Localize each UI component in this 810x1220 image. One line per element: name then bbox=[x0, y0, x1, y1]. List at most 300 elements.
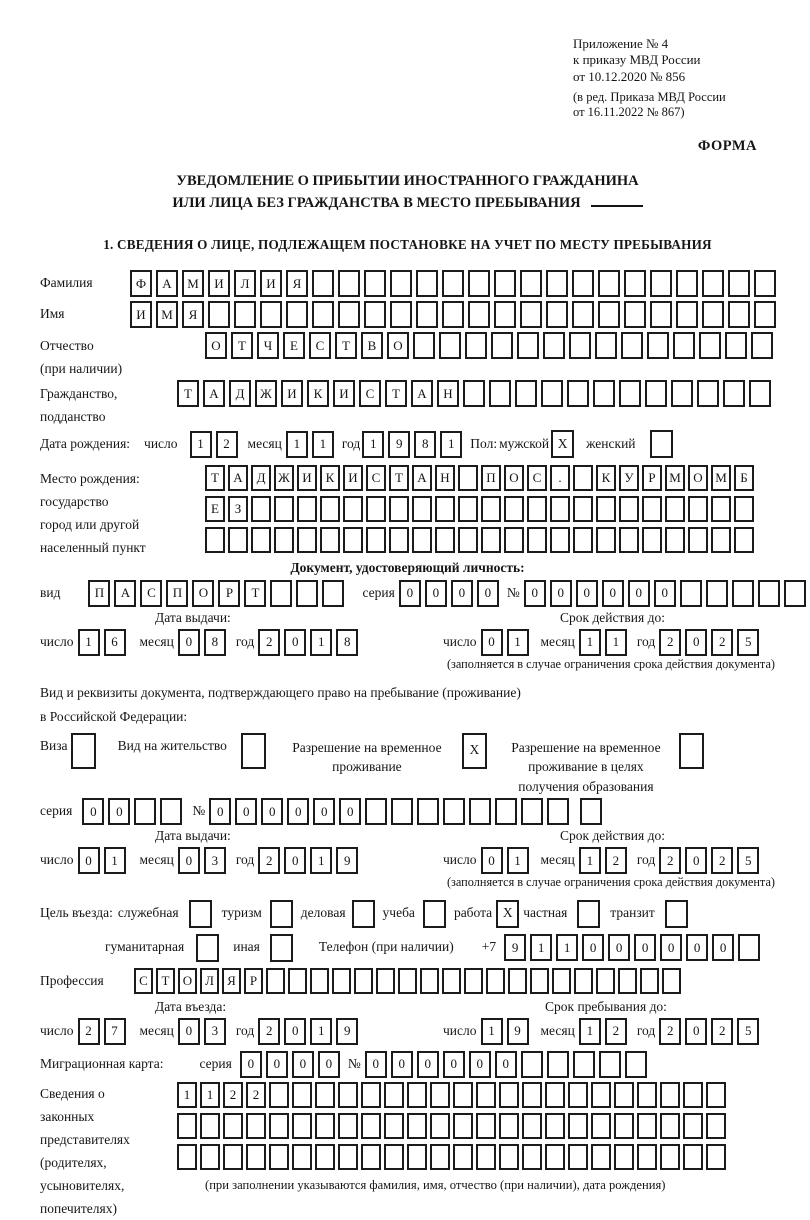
char-cell[interactable] bbox=[297, 496, 317, 522]
char-cell[interactable]: И bbox=[130, 301, 152, 328]
char-cell[interactable]: 2 bbox=[258, 1018, 280, 1045]
char-cell[interactable]: 1 bbox=[310, 629, 332, 656]
char-cell[interactable] bbox=[269, 1113, 289, 1139]
char-cell[interactable] bbox=[530, 968, 549, 994]
purpose-private-checkbox[interactable] bbox=[577, 900, 600, 928]
char-cell[interactable]: 0 bbox=[425, 580, 447, 607]
char-cell[interactable] bbox=[338, 1144, 358, 1170]
char-cell[interactable]: 1 bbox=[579, 1018, 601, 1045]
char-cell[interactable] bbox=[315, 1113, 335, 1139]
char-cell[interactable]: 0 bbox=[469, 1051, 491, 1078]
char-cell[interactable]: Ч bbox=[257, 332, 279, 359]
char-cell[interactable] bbox=[430, 1113, 450, 1139]
char-cell[interactable]: 1 bbox=[312, 431, 334, 458]
char-cell[interactable]: 6 bbox=[104, 629, 126, 656]
char-cell[interactable] bbox=[494, 270, 516, 297]
char-cell[interactable] bbox=[702, 301, 724, 328]
char-cell[interactable]: М bbox=[711, 465, 731, 491]
char-cell[interactable] bbox=[688, 527, 708, 553]
char-cell[interactable]: 0 bbox=[399, 580, 421, 607]
char-cell[interactable] bbox=[468, 301, 490, 328]
char-cell[interactable]: 1 bbox=[507, 629, 529, 656]
char-cell[interactable]: 0 bbox=[284, 629, 306, 656]
char-cell[interactable] bbox=[754, 270, 776, 297]
char-cell[interactable]: 9 bbox=[336, 847, 358, 874]
char-cell[interactable]: К bbox=[596, 465, 616, 491]
char-cell[interactable]: О bbox=[688, 465, 708, 491]
char-cell[interactable]: З bbox=[228, 496, 248, 522]
char-cell[interactable] bbox=[435, 527, 455, 553]
char-cell[interactable] bbox=[266, 968, 285, 994]
char-cell[interactable] bbox=[205, 527, 225, 553]
char-cell[interactable]: 1 bbox=[78, 629, 100, 656]
char-cell[interactable] bbox=[784, 580, 806, 607]
char-cell[interactable]: 0 bbox=[660, 934, 682, 961]
char-cell[interactable] bbox=[699, 332, 721, 359]
char-cell[interactable]: М bbox=[665, 465, 685, 491]
purpose-study[interactable] bbox=[383, 900, 446, 928]
char-cell[interactable]: 0 bbox=[313, 798, 335, 825]
char-cell[interactable] bbox=[734, 496, 754, 522]
char-cell[interactable] bbox=[504, 496, 524, 522]
char-cell[interactable] bbox=[476, 1082, 496, 1108]
char-cell[interactable] bbox=[574, 968, 593, 994]
char-cell[interactable]: Я bbox=[222, 968, 241, 994]
sex-female-checkbox[interactable] bbox=[650, 430, 673, 458]
char-cell[interactable]: 1 bbox=[481, 1018, 503, 1045]
char-cell[interactable] bbox=[288, 968, 307, 994]
char-cell[interactable]: Т bbox=[389, 465, 409, 491]
char-cell[interactable] bbox=[320, 496, 340, 522]
char-cell[interactable] bbox=[292, 1082, 312, 1108]
char-cell[interactable] bbox=[546, 270, 568, 297]
char-cell[interactable]: С bbox=[359, 380, 381, 407]
char-cell[interactable] bbox=[517, 332, 539, 359]
char-cell[interactable]: 0 bbox=[108, 798, 130, 825]
char-cell[interactable]: 0 bbox=[685, 847, 707, 874]
char-cell[interactable]: 2 bbox=[246, 1082, 266, 1108]
char-cell[interactable]: А bbox=[412, 465, 432, 491]
char-cell[interactable]: 2 bbox=[223, 1082, 243, 1108]
char-cell[interactable] bbox=[550, 527, 570, 553]
char-cell[interactable]: 0 bbox=[391, 1051, 413, 1078]
char-cell[interactable]: . bbox=[550, 465, 570, 491]
char-cell[interactable] bbox=[683, 1082, 703, 1108]
char-cell[interactable]: Е bbox=[283, 332, 305, 359]
char-cell[interactable] bbox=[723, 380, 745, 407]
char-cell[interactable] bbox=[647, 332, 669, 359]
char-cell[interactable]: 8 bbox=[414, 431, 436, 458]
char-cell[interactable] bbox=[499, 1082, 519, 1108]
char-cell[interactable]: Т bbox=[205, 465, 225, 491]
char-cell[interactable] bbox=[269, 1144, 289, 1170]
char-cell[interactable]: 0 bbox=[654, 580, 676, 607]
char-cell[interactable]: 0 bbox=[82, 798, 104, 825]
char-cell[interactable] bbox=[416, 270, 438, 297]
char-cell[interactable] bbox=[463, 380, 485, 407]
char-cell[interactable] bbox=[361, 1113, 381, 1139]
char-cell[interactable] bbox=[260, 301, 282, 328]
char-cell[interactable] bbox=[296, 580, 318, 607]
char-cell[interactable] bbox=[343, 496, 363, 522]
char-cell[interactable] bbox=[407, 1082, 427, 1108]
char-cell[interactable]: 2 bbox=[605, 1018, 627, 1045]
char-cell[interactable] bbox=[413, 332, 435, 359]
char-cell[interactable]: 0 bbox=[365, 1051, 387, 1078]
char-cell[interactable]: 0 bbox=[178, 1018, 200, 1045]
char-cell[interactable] bbox=[338, 1113, 358, 1139]
char-cell[interactable]: 1 bbox=[579, 629, 601, 656]
char-cell[interactable]: Л bbox=[200, 968, 219, 994]
char-cell[interactable] bbox=[738, 934, 760, 961]
char-cell[interactable] bbox=[407, 1144, 427, 1170]
char-cell[interactable]: М bbox=[182, 270, 204, 297]
char-cell[interactable]: С bbox=[527, 465, 547, 491]
char-cell[interactable] bbox=[758, 580, 780, 607]
char-cell[interactable]: А bbox=[411, 380, 433, 407]
char-cell[interactable] bbox=[338, 270, 360, 297]
char-cell[interactable]: С bbox=[134, 968, 153, 994]
char-cell[interactable] bbox=[508, 968, 527, 994]
char-cell[interactable] bbox=[223, 1113, 243, 1139]
char-cell[interactable] bbox=[625, 1051, 647, 1078]
char-cell[interactable] bbox=[312, 270, 334, 297]
char-cell[interactable] bbox=[580, 798, 602, 825]
char-cell[interactable] bbox=[208, 301, 230, 328]
char-cell[interactable]: Ж bbox=[255, 380, 277, 407]
char-cell[interactable] bbox=[725, 332, 747, 359]
char-cell[interactable] bbox=[364, 301, 386, 328]
char-cell[interactable]: Т bbox=[385, 380, 407, 407]
char-cell[interactable] bbox=[495, 798, 517, 825]
char-cell[interactable] bbox=[618, 968, 637, 994]
char-cell[interactable] bbox=[624, 270, 646, 297]
char-cell[interactable]: 0 bbox=[284, 847, 306, 874]
char-cell[interactable] bbox=[274, 496, 294, 522]
char-cell[interactable] bbox=[499, 1113, 519, 1139]
char-cell[interactable] bbox=[573, 1051, 595, 1078]
char-cell[interactable] bbox=[751, 332, 773, 359]
char-cell[interactable] bbox=[711, 496, 731, 522]
char-cell[interactable]: К bbox=[307, 380, 329, 407]
char-cell[interactable] bbox=[134, 798, 156, 825]
char-cell[interactable]: Ж bbox=[274, 465, 294, 491]
char-cell[interactable]: 0 bbox=[178, 629, 200, 656]
char-cell[interactable]: Я bbox=[286, 270, 308, 297]
char-cell[interactable]: 9 bbox=[388, 431, 410, 458]
char-cell[interactable] bbox=[749, 380, 771, 407]
purpose-transit[interactable] bbox=[610, 900, 688, 928]
char-cell[interactable]: 0 bbox=[235, 798, 257, 825]
char-cell[interactable] bbox=[412, 527, 432, 553]
char-cell[interactable]: У bbox=[619, 465, 639, 491]
char-cell[interactable] bbox=[453, 1082, 473, 1108]
char-cell[interactable]: Б bbox=[734, 465, 754, 491]
char-cell[interactable] bbox=[619, 496, 639, 522]
char-cell[interactable]: 0 bbox=[451, 580, 473, 607]
char-cell[interactable] bbox=[543, 332, 565, 359]
char-cell[interactable] bbox=[269, 1082, 289, 1108]
char-cell[interactable] bbox=[390, 270, 412, 297]
char-cell[interactable] bbox=[365, 798, 387, 825]
char-cell[interactable]: 0 bbox=[481, 629, 503, 656]
char-cell[interactable] bbox=[573, 496, 593, 522]
char-cell[interactable]: 1 bbox=[579, 847, 601, 874]
purpose-commercial[interactable] bbox=[301, 900, 375, 928]
char-cell[interactable] bbox=[547, 1051, 569, 1078]
char-cell[interactable] bbox=[481, 496, 501, 522]
char-cell[interactable]: О bbox=[504, 465, 524, 491]
char-cell[interactable]: 0 bbox=[78, 847, 100, 874]
char-cell[interactable]: 9 bbox=[507, 1018, 529, 1045]
char-cell[interactable] bbox=[568, 1113, 588, 1139]
char-cell[interactable] bbox=[412, 496, 432, 522]
char-cell[interactable]: 1 bbox=[286, 431, 308, 458]
char-cell[interactable] bbox=[332, 968, 351, 994]
char-cell[interactable]: И bbox=[260, 270, 282, 297]
char-cell[interactable] bbox=[274, 527, 294, 553]
char-cell[interactable] bbox=[545, 1113, 565, 1139]
char-cell[interactable]: 0 bbox=[443, 1051, 465, 1078]
char-cell[interactable] bbox=[591, 1144, 611, 1170]
char-cell[interactable]: 9 bbox=[504, 934, 526, 961]
char-cell[interactable] bbox=[453, 1144, 473, 1170]
char-cell[interactable]: 2 bbox=[258, 629, 280, 656]
char-cell[interactable] bbox=[499, 1144, 519, 1170]
char-cell[interactable]: 0 bbox=[178, 847, 200, 874]
char-cell[interactable]: 0 bbox=[284, 1018, 306, 1045]
char-cell[interactable]: 1 bbox=[440, 431, 462, 458]
char-cell[interactable]: 5 bbox=[737, 629, 759, 656]
char-cell[interactable] bbox=[491, 332, 513, 359]
char-cell[interactable]: 0 bbox=[339, 798, 361, 825]
char-cell[interactable] bbox=[522, 1113, 542, 1139]
char-cell[interactable]: 1 bbox=[190, 431, 212, 458]
char-cell[interactable]: К bbox=[320, 465, 340, 491]
purpose-tourism-checkbox[interactable] bbox=[270, 900, 293, 928]
char-cell[interactable] bbox=[552, 968, 571, 994]
char-cell[interactable] bbox=[706, 1144, 726, 1170]
purpose-other-checkbox[interactable] bbox=[270, 934, 293, 962]
char-cell[interactable] bbox=[292, 1113, 312, 1139]
char-cell[interactable]: 2 bbox=[605, 847, 627, 874]
char-cell[interactable] bbox=[384, 1082, 404, 1108]
char-cell[interactable] bbox=[676, 270, 698, 297]
char-cell[interactable] bbox=[545, 1144, 565, 1170]
char-cell[interactable] bbox=[376, 968, 395, 994]
purpose-work[interactable] bbox=[454, 900, 519, 928]
char-cell[interactable] bbox=[593, 380, 615, 407]
char-cell[interactable] bbox=[650, 270, 672, 297]
char-cell[interactable] bbox=[645, 380, 667, 407]
purpose-transit-checkbox[interactable] bbox=[665, 900, 688, 928]
purpose-business-checkbox[interactable] bbox=[189, 900, 212, 928]
char-cell[interactable] bbox=[228, 527, 248, 553]
char-cell[interactable]: Д bbox=[229, 380, 251, 407]
char-cell[interactable] bbox=[384, 1144, 404, 1170]
char-cell[interactable]: 3 bbox=[204, 1018, 226, 1045]
char-cell[interactable] bbox=[476, 1113, 496, 1139]
char-cell[interactable] bbox=[520, 301, 542, 328]
char-cell[interactable]: И bbox=[297, 465, 317, 491]
char-cell[interactable]: Т bbox=[244, 580, 266, 607]
char-cell[interactable] bbox=[521, 798, 543, 825]
char-cell[interactable] bbox=[546, 301, 568, 328]
purpose-study-checkbox[interactable] bbox=[423, 900, 446, 928]
char-cell[interactable]: 1 bbox=[104, 847, 126, 874]
char-cell[interactable] bbox=[391, 798, 413, 825]
char-cell[interactable] bbox=[596, 527, 616, 553]
char-cell[interactable] bbox=[637, 1113, 657, 1139]
purpose-other[interactable] bbox=[233, 934, 293, 962]
char-cell[interactable]: 1 bbox=[362, 431, 384, 458]
char-cell[interactable]: 0 bbox=[240, 1051, 262, 1078]
char-cell[interactable] bbox=[464, 968, 483, 994]
char-cell[interactable]: Т bbox=[231, 332, 253, 359]
char-cell[interactable]: А bbox=[228, 465, 248, 491]
char-cell[interactable] bbox=[662, 968, 681, 994]
char-cell[interactable] bbox=[660, 1144, 680, 1170]
char-cell[interactable] bbox=[246, 1144, 266, 1170]
char-cell[interactable]: 0 bbox=[524, 580, 546, 607]
char-cell[interactable] bbox=[439, 332, 461, 359]
char-cell[interactable] bbox=[621, 332, 643, 359]
char-cell[interactable] bbox=[614, 1113, 634, 1139]
char-cell[interactable] bbox=[390, 301, 412, 328]
char-cell[interactable]: 0 bbox=[602, 580, 624, 607]
char-cell[interactable]: 0 bbox=[477, 580, 499, 607]
option-temp-residence-checkbox[interactable]: X bbox=[462, 733, 487, 769]
char-cell[interactable] bbox=[338, 301, 360, 328]
char-cell[interactable]: Н bbox=[435, 465, 455, 491]
char-cell[interactable]: С bbox=[140, 580, 162, 607]
char-cell[interactable] bbox=[177, 1113, 197, 1139]
char-cell[interactable] bbox=[640, 968, 659, 994]
char-cell[interactable]: А bbox=[156, 270, 178, 297]
char-cell[interactable] bbox=[322, 580, 344, 607]
char-cell[interactable]: 2 bbox=[216, 431, 238, 458]
char-cell[interactable]: 0 bbox=[481, 847, 503, 874]
char-cell[interactable] bbox=[270, 580, 292, 607]
char-cell[interactable] bbox=[469, 798, 491, 825]
char-cell[interactable]: 2 bbox=[659, 1018, 681, 1045]
char-cell[interactable]: 0 bbox=[292, 1051, 314, 1078]
char-cell[interactable] bbox=[599, 1051, 621, 1078]
char-cell[interactable] bbox=[522, 1082, 542, 1108]
char-cell[interactable] bbox=[595, 332, 617, 359]
char-cell[interactable] bbox=[200, 1144, 220, 1170]
char-cell[interactable]: О bbox=[387, 332, 409, 359]
char-cell[interactable]: А bbox=[114, 580, 136, 607]
char-cell[interactable] bbox=[417, 798, 439, 825]
char-cell[interactable] bbox=[572, 270, 594, 297]
char-cell[interactable] bbox=[458, 527, 478, 553]
char-cell[interactable]: П bbox=[166, 580, 188, 607]
char-cell[interactable] bbox=[728, 270, 750, 297]
char-cell[interactable]: П bbox=[88, 580, 110, 607]
purpose-commercial-checkbox[interactable] bbox=[352, 900, 375, 928]
char-cell[interactable] bbox=[572, 301, 594, 328]
char-cell[interactable] bbox=[361, 1144, 381, 1170]
char-cell[interactable] bbox=[702, 270, 724, 297]
char-cell[interactable]: 2 bbox=[659, 847, 681, 874]
char-cell[interactable]: Д bbox=[251, 465, 271, 491]
char-cell[interactable]: 0 bbox=[495, 1051, 517, 1078]
char-cell[interactable]: Р bbox=[218, 580, 240, 607]
char-cell[interactable] bbox=[389, 527, 409, 553]
char-cell[interactable] bbox=[527, 496, 547, 522]
char-cell[interactable] bbox=[458, 465, 478, 491]
purpose-private[interactable] bbox=[523, 900, 600, 928]
purpose-business[interactable] bbox=[118, 900, 212, 928]
char-cell[interactable] bbox=[573, 465, 593, 491]
char-cell[interactable] bbox=[706, 580, 728, 607]
char-cell[interactable] bbox=[315, 1144, 335, 1170]
char-cell[interactable] bbox=[398, 968, 417, 994]
char-cell[interactable]: 1 bbox=[507, 847, 529, 874]
char-cell[interactable] bbox=[384, 1113, 404, 1139]
char-cell[interactable] bbox=[160, 798, 182, 825]
option-temp-residence[interactable] bbox=[282, 733, 487, 777]
char-cell[interactable]: И bbox=[343, 465, 363, 491]
char-cell[interactable] bbox=[286, 301, 308, 328]
char-cell[interactable]: 5 bbox=[737, 847, 759, 874]
char-cell[interactable]: Ф bbox=[130, 270, 152, 297]
char-cell[interactable]: 0 bbox=[634, 934, 656, 961]
char-cell[interactable]: Т bbox=[335, 332, 357, 359]
char-cell[interactable] bbox=[430, 1082, 450, 1108]
char-cell[interactable] bbox=[494, 301, 516, 328]
char-cell[interactable]: 2 bbox=[258, 847, 280, 874]
char-cell[interactable]: 7 bbox=[104, 1018, 126, 1045]
char-cell[interactable]: 3 bbox=[204, 847, 226, 874]
char-cell[interactable]: Р bbox=[642, 465, 662, 491]
char-cell[interactable] bbox=[683, 1113, 703, 1139]
char-cell[interactable] bbox=[310, 968, 329, 994]
char-cell[interactable] bbox=[547, 798, 569, 825]
char-cell[interactable] bbox=[515, 380, 537, 407]
char-cell[interactable] bbox=[596, 496, 616, 522]
char-cell[interactable] bbox=[297, 527, 317, 553]
char-cell[interactable] bbox=[354, 968, 373, 994]
char-cell[interactable] bbox=[442, 270, 464, 297]
char-cell[interactable] bbox=[251, 527, 271, 553]
char-cell[interactable]: М bbox=[156, 301, 178, 328]
char-cell[interactable]: О bbox=[178, 968, 197, 994]
char-cell[interactable] bbox=[364, 270, 386, 297]
char-cell[interactable] bbox=[637, 1082, 657, 1108]
char-cell[interactable] bbox=[453, 1113, 473, 1139]
char-cell[interactable]: Н bbox=[437, 380, 459, 407]
char-cell[interactable]: 1 bbox=[556, 934, 578, 961]
char-cell[interactable] bbox=[251, 496, 271, 522]
char-cell[interactable]: 8 bbox=[336, 629, 358, 656]
char-cell[interactable] bbox=[676, 301, 698, 328]
char-cell[interactable]: 0 bbox=[628, 580, 650, 607]
char-cell[interactable] bbox=[476, 1144, 496, 1170]
char-cell[interactable] bbox=[312, 301, 334, 328]
char-cell[interactable] bbox=[465, 332, 487, 359]
char-cell[interactable] bbox=[683, 1144, 703, 1170]
char-cell[interactable] bbox=[665, 527, 685, 553]
char-cell[interactable] bbox=[598, 270, 620, 297]
char-cell[interactable] bbox=[389, 496, 409, 522]
char-cell[interactable] bbox=[567, 380, 589, 407]
sex-male-checkbox[interactable]: X bbox=[551, 430, 574, 458]
purpose-humanitarian[interactable] bbox=[105, 934, 219, 962]
char-cell[interactable] bbox=[458, 496, 478, 522]
char-cell[interactable]: Я bbox=[182, 301, 204, 328]
